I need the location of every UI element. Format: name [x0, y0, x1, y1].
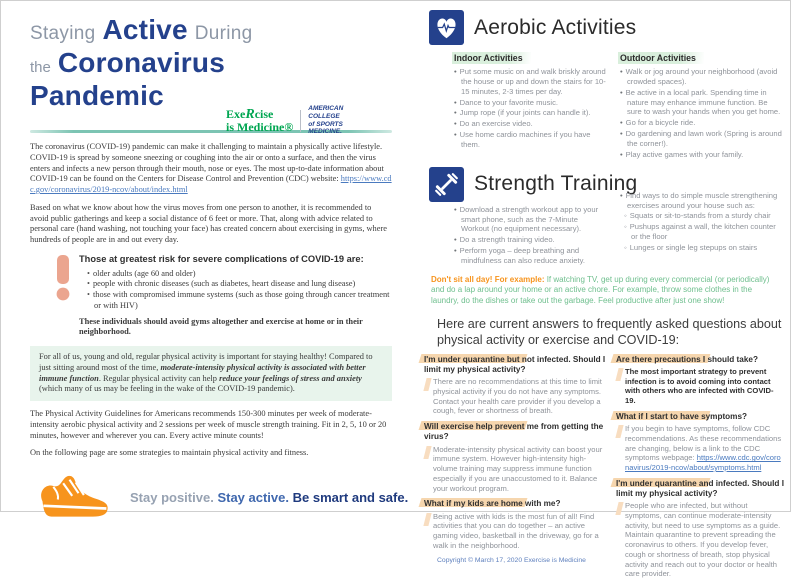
outdoor-item: • Play active games with your family. [620, 150, 783, 160]
outdoor-list [620, 67, 783, 160]
outdoor-item: • Do gardening and lawn work (Spring is around the corner!). [620, 129, 783, 149]
faq-column-2 [616, 355, 784, 583]
dumbbell-icon [429, 167, 464, 202]
faq-answer: People who are infected, but without symptoms, can continue moderate-intensity activity, but need to use symptoms as a guide. Maintain quarantine to prevent spreading the coronavirus to others. If you develop fever, cough or shortness of breath, stop physical activity and reach out to your doctor or health care provider. [616, 501, 784, 579]
indoor-item: • Do an exercise video. [454, 119, 606, 129]
cdc-symptoms-link[interactable]: https://www.cdc.gov/coronavirus/2019-ncov/about/symptoms.html [625, 453, 781, 473]
immune-text-1: For all of us, young and old, regular physical activity is important for staying healthy! Compared to just sitting around most of the time, [39, 352, 373, 372]
risk-heading: Those at greatest risk for severe complications of COVID-19 are: [79, 253, 364, 264]
aerobic-section-title: Aerobic Activities [474, 15, 637, 39]
faq-question: Will exercise help prevent me from getting the virus? [424, 422, 606, 443]
dont-sit-text: If watching TV, get up during every commercial (or periodically) and do a lap around your home or an active chore. For example, throw some clothes in the laundry, do the dishes or take out the garbage. Feel productive after just one show! [431, 274, 770, 305]
eim-text-2: cise [254, 107, 274, 122]
logo-divider [300, 110, 301, 132]
strength-item: • Perform yoga – deep breathing and mindfulness can also reduce anxiety. [454, 246, 606, 266]
faq-column-1 [424, 355, 606, 583]
footer-slogan [130, 490, 408, 505]
outdoor-item: • Walk or jog around your neighborhood (avoid crowded spaces). [620, 67, 783, 87]
title-word-pandemic: Pandemic [30, 80, 164, 111]
find-ways-list [620, 191, 783, 211]
risk-bullet-list [79, 269, 392, 312]
faq-answer-text: If you begin to have symptoms, follow CDC recommendations. As these recommendations are changing, below is a link to the CDC symptoms webpage: [625, 424, 782, 463]
strength-left-column [454, 205, 606, 267]
faq-columns [424, 355, 784, 583]
title-line-1 [30, 16, 392, 44]
faq-answer: Moderate-intensity physical activity can boost your immune system. However high-intensity high-volume training may suppress immune function especially if you are unaccustomed to it. Balance your workout program. [424, 445, 606, 494]
faq-intro: Here are current answers to frequently asked questions about physical activity or exercise and COVID-19: [437, 317, 782, 348]
find-ways-sub-item: ◦ Lunges or single leg stepups on stairs [624, 243, 783, 253]
guidelines-paragraph: The Physical Activity Guidelines for Americans recommends 150-300 minutes per week of moderate-intensity aerobic physical activity and 2 sessions per week of muscle strength training. Fit in 2, 5, 10 or 20 minutes, however and wherever you can. Every active minute counts! [30, 409, 387, 440]
indoor-item: • Jump rope (if your joints can handle it). [454, 108, 606, 118]
outdoor-item: • Go for a bicycle ride. [620, 118, 783, 128]
distance-paragraph: Based on what we know about how the virus moves from one person to another, it is recommended to avoid public gatherings and keep a social distance of 6 feet or more. That, along with advice related to personal care (hand washing, not touching your face) has created concern about exercising in gyms, where hundreds of people are in and out every day. [30, 202, 387, 244]
indoor-heading: Indoor Activities [452, 52, 531, 64]
faq-answer [616, 424, 784, 473]
outdoor-item: • Be active in a local park. Spending time in nature may enhance immune function. Be sure to wash your hands when you get home. [620, 88, 783, 118]
immune-text-3: (which many of us may be feeling in the wake of the COVID-19 pandemic). [39, 384, 295, 394]
next-page-paragraph: On the following page are some strategies to maintain physical activity and fitness. [30, 448, 309, 458]
find-ways-intro: • Find ways to do simple muscle strengthening exercises around your house such as: [620, 191, 783, 211]
strength-section-title: Strength Training [474, 172, 638, 196]
slogan-positive: Stay positive. [130, 490, 214, 506]
outdoor-heading: Outdoor Activities [618, 52, 704, 64]
faq-question: I'm under quarantine but not infected. Should I limit my physical activity? [424, 354, 606, 375]
faq-question: I'm under quarantine and infected. Should I limit my physical activity? [616, 478, 784, 498]
exercise-is-medicine-logo [226, 108, 293, 133]
risk-bullet: • people with chronic diseases (such as diabetes, heart disease and lung disease) [87, 279, 392, 290]
faq-answer: There are no recommendations at this time to limit physical activity if you do not have any symptoms. Contact your health care provider if you develop a cough, fever or shortness of breath. [424, 377, 606, 416]
sneaker-icon [36, 468, 112, 527]
dont-sit-note [431, 275, 781, 306]
immune-text-emphasis-1: moderate-intensity physical activity is associated with better immune function [39, 362, 366, 383]
left-page [30, 14, 409, 527]
immune-text-2: . Regular physical activity can help [98, 373, 220, 383]
intro-paragraph [30, 142, 392, 196]
heart-ekg-icon [429, 10, 464, 45]
slogan-smart-safe: Be smart and safe. [292, 490, 409, 506]
strength-columns [424, 190, 784, 267]
right-page [424, 10, 784, 583]
strength-item: • Download a strength workout app to your smart phone, such as the 7-Minute Workout (no equipment necessary). [454, 205, 606, 235]
logo-block [226, 105, 370, 136]
eim-text-1: Exe [226, 107, 246, 122]
page-title [30, 14, 392, 136]
eim-rx-glyph: R [245, 107, 255, 123]
cdc-about-link[interactable]: https://www.cdc.gov/coronavirus/2019-ncov/about/index.html [30, 174, 392, 194]
faq-question: What if my kids are home with me? [424, 499, 606, 509]
strength-item: • Do a strength training video. [454, 235, 606, 245]
title-line-2 [30, 49, 392, 77]
copyright-line: Copyright © March 17, 2020 Exercise is Medicine [437, 557, 586, 565]
title-word-staying: Staying [30, 23, 96, 44]
indoor-item: • Put some music on and walk briskly around the house or up and down the stairs for 10-15 minutes, 2-3 times per day. [454, 67, 606, 97]
faq-question: Are there precautions I should take? [616, 355, 784, 365]
risk-callout [30, 254, 392, 338]
title-word-active: Active [102, 14, 188, 45]
title-word-coronavirus: Coronavirus [57, 47, 225, 78]
indoor-item: • Dance to your favorite music. [454, 98, 606, 108]
risk-bullet: • older adults (age 60 and older) [87, 269, 392, 280]
exclamation-icon [56, 254, 70, 338]
risk-note: These individuals should avoid gyms altogether and exercise at home or in their neighborhood. [79, 316, 363, 337]
aerobic-columns [424, 48, 784, 161]
indoor-list [454, 67, 606, 150]
acsm-line-1: AMERICAN COLLEGE [308, 105, 344, 120]
acsm-line-2: of SPORTS MEDICINE. [308, 120, 343, 136]
acsm-logo [308, 105, 370, 136]
strength-list [454, 205, 606, 266]
dont-sit-label: Don't sit all day! For example: [431, 274, 545, 284]
faq-answer: Being active with kids is the most fun of all! Find activities that you can do together – an active gaming video, basketball in the driveway, go for a walk in the neighborhood. [424, 512, 606, 551]
strength-right-column [620, 191, 783, 267]
slogan-active: Stay active. [217, 490, 289, 506]
title-word-during: During [194, 23, 253, 44]
faq-question: What if I start to have symptoms? [616, 412, 784, 422]
find-ways-sub-item: ◦ Squats or sit-to-stands from a sturdy chair [624, 211, 783, 221]
find-ways-sub-item: ◦ Pushups against a wall, the kitchen counter or the floor [624, 222, 783, 242]
eim-text-3: is Medicine® [226, 119, 294, 134]
outdoor-column [620, 48, 783, 161]
risk-bullet: • those with compromised immune systems (such as those going through cancer treatment or with HIV) [87, 290, 392, 312]
immune-highlight-box [30, 346, 392, 401]
strength-section [424, 167, 784, 267]
risk-content [79, 254, 392, 338]
intro-paragraph-text: The coronavirus (COVID-19) pandemic can make it challenging to maintain a physically active lifestyle. COVID-19 is spread by someone sneezing or coughing into the air or onto a surface, and then the virus enters and infects a new person through their mouth, nose or eyes. The most up-to-date information about COVID-19 can be found on the Centers for Disease Control and Prevention (CDC) website: [30, 142, 384, 184]
indoor-column [454, 48, 606, 161]
find-ways-sublist [624, 211, 783, 252]
left-page-footer [30, 468, 409, 527]
faq-answer-bold: The most important strategy to prevent infection is to avoid coming into contact with others who are infected with COVID-19. [616, 367, 784, 406]
aerobic-section-header [429, 10, 784, 45]
title-word-the: the [30, 59, 51, 76]
immune-text-emphasis-2: reduce your feelings of stress and anxiety [219, 373, 362, 383]
indoor-item: • Use home cardio machines if you have them. [454, 130, 606, 150]
